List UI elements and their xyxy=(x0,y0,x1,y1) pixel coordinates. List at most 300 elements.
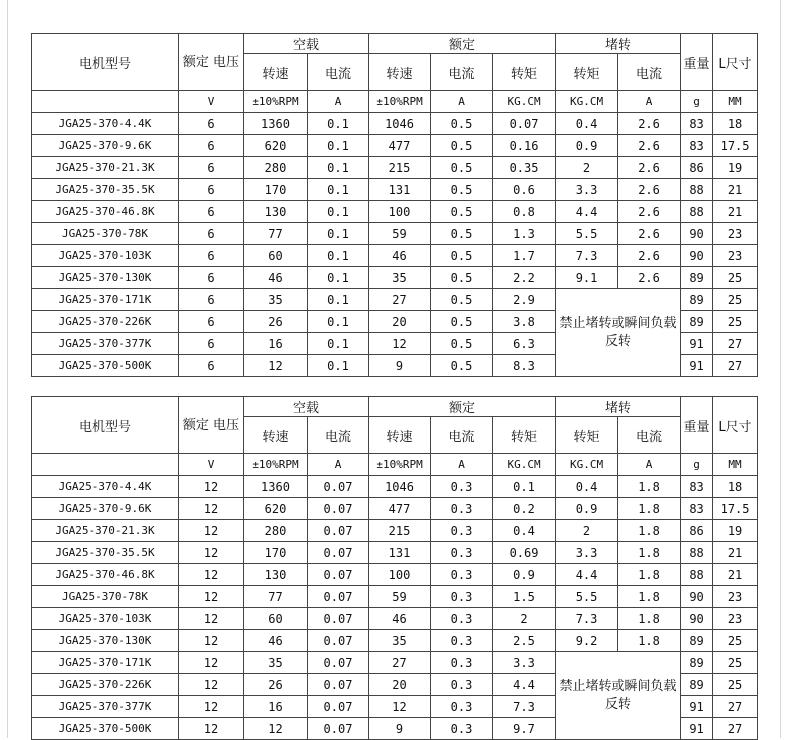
table-row xyxy=(32,520,758,542)
rated-torque-cell: 0.6 xyxy=(493,179,556,201)
rated-torque-cell: 2.2 xyxy=(493,267,556,289)
length-cell: 17.5 xyxy=(713,135,758,157)
no-load-current-cell: 0.1 xyxy=(308,245,369,267)
voltage-cell: 6 xyxy=(179,311,244,333)
rated-torque-cell: 2.5 xyxy=(493,630,556,652)
rated-speed-unit: ±10%RPM xyxy=(369,91,431,113)
length-cell: 18 xyxy=(713,476,758,498)
no-load-speed-cell: 60 xyxy=(244,245,308,267)
rated-speed-cell: 12 xyxy=(369,333,431,355)
stall-current-cell: 1.8 xyxy=(618,498,681,520)
rated-speed-cell: 1046 xyxy=(369,476,431,498)
model-header: 电机型号 xyxy=(32,397,179,454)
table-row xyxy=(32,113,758,135)
page-right-border xyxy=(780,0,781,738)
rated-current-header: 电流 xyxy=(431,417,493,454)
weight-unit: g xyxy=(681,454,713,476)
stall-current-cell: 1.8 xyxy=(618,608,681,630)
voltage-cell: 6 xyxy=(179,223,244,245)
rated-torque-unit: KG.CM xyxy=(493,91,556,113)
stall-torque-cell: 4.4 xyxy=(556,201,618,223)
rated-current-cell: 0.5 xyxy=(431,289,493,311)
no-load-current-cell: 0.1 xyxy=(308,355,369,377)
length-cell: 25 xyxy=(713,630,758,652)
voltage-cell: 6 xyxy=(179,201,244,223)
table-row xyxy=(32,630,758,652)
no-load-speed-cell: 12 xyxy=(244,718,308,740)
spec-table-12v xyxy=(31,396,758,740)
no-load-current-cell: 0.07 xyxy=(308,498,369,520)
table-row xyxy=(32,542,758,564)
no-load-speed-cell: 1360 xyxy=(244,476,308,498)
voltage-cell: 6 xyxy=(179,157,244,179)
no-load-speed-cell: 16 xyxy=(244,696,308,718)
rated-torque-cell: 0.35 xyxy=(493,157,556,179)
header-row-group xyxy=(32,34,758,54)
rated-current-cell: 0.5 xyxy=(431,113,493,135)
rated-current-header: 电流 xyxy=(431,54,493,91)
rated-torque-cell: 0.16 xyxy=(493,135,556,157)
no-load-speed-header: 转速 xyxy=(244,417,308,454)
length-cell: 27 xyxy=(713,718,758,740)
model-cell: JGA25-370-35.5K xyxy=(32,179,179,201)
no-load-speed-cell: 280 xyxy=(244,520,308,542)
stall-current-cell: 1.8 xyxy=(618,630,681,652)
model-cell: JGA25-370-500K xyxy=(32,355,179,377)
weight-header: 重量 xyxy=(681,397,713,454)
stall-current-unit: A xyxy=(618,91,681,113)
rated-torque-header: 转矩 xyxy=(493,417,556,454)
rated-torque-cell: 0.4 xyxy=(493,520,556,542)
rated-speed-cell: 46 xyxy=(369,608,431,630)
rated-current-cell: 0.3 xyxy=(431,498,493,520)
no-load-current-cell: 0.07 xyxy=(308,630,369,652)
rated-header: 额定 xyxy=(369,397,556,417)
page-left-border xyxy=(7,0,8,738)
weight-cell: 89 xyxy=(681,289,713,311)
rated-current-cell: 0.3 xyxy=(431,476,493,498)
rated-speed-cell: 1046 xyxy=(369,113,431,135)
length-cell: 19 xyxy=(713,157,758,179)
no-load-current-cell: 0.1 xyxy=(308,135,369,157)
weight-cell: 83 xyxy=(681,476,713,498)
no-load-current-cell: 0.1 xyxy=(308,267,369,289)
stall-current-cell: 2.6 xyxy=(618,113,681,135)
rated-current-cell: 0.5 xyxy=(431,245,493,267)
weight-cell: 91 xyxy=(681,718,713,740)
stall-header: 堵转 xyxy=(556,34,681,54)
table-row xyxy=(32,498,758,520)
stall-current-cell: 2.6 xyxy=(618,179,681,201)
rated-current-cell: 0.3 xyxy=(431,696,493,718)
rated-speed-cell: 9 xyxy=(369,718,431,740)
rated-current-cell: 0.3 xyxy=(431,674,493,696)
voltage-cell: 12 xyxy=(179,564,244,586)
rated-speed-cell: 9 xyxy=(369,355,431,377)
weight-cell: 86 xyxy=(681,157,713,179)
weight-cell: 86 xyxy=(681,520,713,542)
stall-current-cell: 1.8 xyxy=(618,586,681,608)
length-cell: 25 xyxy=(713,267,758,289)
stall-torque-cell: 4.4 xyxy=(556,564,618,586)
stall-current-header: 电流 xyxy=(618,54,681,91)
length-cell: 25 xyxy=(713,674,758,696)
rated-header: 额定 xyxy=(369,34,556,54)
rated-current-cell: 0.5 xyxy=(431,135,493,157)
stall-note: 禁止堵转或瞬间负载反转 xyxy=(556,652,681,740)
rated-speed-cell: 27 xyxy=(369,289,431,311)
weight-cell: 88 xyxy=(681,564,713,586)
no-load-current-unit: A xyxy=(308,91,369,113)
model-cell: JGA25-370-130K xyxy=(32,630,179,652)
rated-speed-cell: 477 xyxy=(369,498,431,520)
weight-cell: 88 xyxy=(681,179,713,201)
voltage-cell: 12 xyxy=(179,498,244,520)
voltage-cell: 12 xyxy=(179,586,244,608)
stall-current-cell: 2.6 xyxy=(618,245,681,267)
weight-cell: 91 xyxy=(681,355,713,377)
table-body xyxy=(32,397,758,740)
voltage-cell: 6 xyxy=(179,289,244,311)
header-row-group xyxy=(32,397,758,417)
rated-speed-cell: 46 xyxy=(369,245,431,267)
rated-current-cell: 0.5 xyxy=(431,311,493,333)
units-row xyxy=(32,454,758,476)
model-cell: JGA25-370-21.3K xyxy=(32,520,179,542)
no-load-speed-cell: 46 xyxy=(244,630,308,652)
rated-speed-cell: 35 xyxy=(369,630,431,652)
stall-torque-cell: 9.1 xyxy=(556,267,618,289)
rated-torque-cell: 1.3 xyxy=(493,223,556,245)
rated-speed-cell: 215 xyxy=(369,157,431,179)
voltage-unit: V xyxy=(179,91,244,113)
no-load-current-header: 电流 xyxy=(308,417,369,454)
no-load-current-cell: 0.07 xyxy=(308,652,369,674)
no-load-current-header: 电流 xyxy=(308,54,369,91)
table-row xyxy=(32,564,758,586)
rated-current-cell: 0.5 xyxy=(431,157,493,179)
no-load-speed-cell: 35 xyxy=(244,652,308,674)
length-cell: 17.5 xyxy=(713,498,758,520)
model-cell: JGA25-370-46.8K xyxy=(32,564,179,586)
weight-header: 重量 xyxy=(681,34,713,91)
stall-torque-cell: 2 xyxy=(556,520,618,542)
stall-current-cell: 2.6 xyxy=(618,157,681,179)
stall-current-cell: 1.8 xyxy=(618,564,681,586)
model-cell: JGA25-370-78K xyxy=(32,223,179,245)
voltage-cell: 6 xyxy=(179,113,244,135)
table-body xyxy=(32,34,758,377)
rated-torque-cell: 0.9 xyxy=(493,564,556,586)
length-cell: 19 xyxy=(713,520,758,542)
weight-cell: 91 xyxy=(681,696,713,718)
length-cell: 25 xyxy=(713,652,758,674)
rated-torque-cell: 3.3 xyxy=(493,652,556,674)
length-cell: 23 xyxy=(713,586,758,608)
voltage-cell: 12 xyxy=(179,542,244,564)
table-row xyxy=(32,652,758,674)
no-load-speed-cell: 620 xyxy=(244,498,308,520)
weight-cell: 89 xyxy=(681,267,713,289)
no-load-header: 空载 xyxy=(244,34,369,54)
rated-speed-cell: 100 xyxy=(369,201,431,223)
weight-cell: 89 xyxy=(681,652,713,674)
stall-torque-unit: KG.CM xyxy=(556,91,618,113)
voltage-unit: V xyxy=(179,454,244,476)
rated-current-cell: 0.5 xyxy=(431,355,493,377)
model-cell: JGA25-370-103K xyxy=(32,245,179,267)
stall-current-unit: A xyxy=(618,454,681,476)
length-cell: 23 xyxy=(713,223,758,245)
rated-speed-header: 转速 xyxy=(369,54,431,91)
model-cell: JGA25-370-171K xyxy=(32,652,179,674)
table-row xyxy=(32,201,758,223)
no-load-speed-cell: 280 xyxy=(244,157,308,179)
rated-voltage-header: 额定 电压 xyxy=(179,34,244,91)
no-load-current-cell: 0.07 xyxy=(308,608,369,630)
voltage-cell: 6 xyxy=(179,267,244,289)
weight-cell: 88 xyxy=(681,201,713,223)
stall-current-cell: 2.6 xyxy=(618,267,681,289)
no-load-current-cell: 0.07 xyxy=(308,564,369,586)
no-load-speed-unit: ±10%RPM xyxy=(244,454,308,476)
stall-torque-cell: 9.2 xyxy=(556,630,618,652)
length-cell: 27 xyxy=(713,696,758,718)
rated-speed-cell: 12 xyxy=(369,696,431,718)
stall-current-cell: 2.6 xyxy=(618,201,681,223)
spec-table-6v xyxy=(31,33,758,377)
rated-torque-cell: 0.8 xyxy=(493,201,556,223)
model-cell: JGA25-370-4.4K xyxy=(32,476,179,498)
weight-unit: g xyxy=(681,91,713,113)
model-cell: JGA25-370-21.3K xyxy=(32,157,179,179)
stall-current-cell: 1.8 xyxy=(618,542,681,564)
voltage-cell: 6 xyxy=(179,179,244,201)
no-load-speed-cell: 620 xyxy=(244,135,308,157)
rated-speed-cell: 59 xyxy=(369,223,431,245)
rated-torque-cell: 1.7 xyxy=(493,245,556,267)
rated-current-cell: 0.3 xyxy=(431,586,493,608)
stall-torque-cell: 0.9 xyxy=(556,135,618,157)
rated-torque-unit: KG.CM xyxy=(493,454,556,476)
stall-torque-cell: 0.4 xyxy=(556,113,618,135)
table-row xyxy=(32,157,758,179)
length-unit: MM xyxy=(713,91,758,113)
model-cell: JGA25-370-78K xyxy=(32,586,179,608)
stall-current-cell: 1.8 xyxy=(618,476,681,498)
length-cell: 23 xyxy=(713,608,758,630)
stall-current-cell: 2.6 xyxy=(618,223,681,245)
rated-speed-cell: 131 xyxy=(369,179,431,201)
stall-torque-cell: 5.5 xyxy=(556,223,618,245)
rated-current-cell: 0.3 xyxy=(431,542,493,564)
model-cell: JGA25-370-35.5K xyxy=(32,542,179,564)
rated-speed-cell: 477 xyxy=(369,135,431,157)
rated-torque-cell: 2.9 xyxy=(493,289,556,311)
no-load-current-cell: 0.07 xyxy=(308,520,369,542)
no-load-current-cell: 0.07 xyxy=(308,674,369,696)
model-cell: JGA25-370-171K xyxy=(32,289,179,311)
stall-torque-cell: 2 xyxy=(556,157,618,179)
rated-current-cell: 0.3 xyxy=(431,608,493,630)
voltage-cell: 6 xyxy=(179,135,244,157)
model-cell: JGA25-370-130K xyxy=(32,267,179,289)
rated-current-cell: 0.5 xyxy=(431,223,493,245)
no-load-speed-cell: 26 xyxy=(244,311,308,333)
voltage-cell: 12 xyxy=(179,630,244,652)
no-load-speed-cell: 170 xyxy=(244,179,308,201)
rated-torque-cell: 7.3 xyxy=(493,696,556,718)
model-cell: JGA25-370-500K xyxy=(32,718,179,740)
rated-current-cell: 0.3 xyxy=(431,564,493,586)
model-cell: JGA25-370-226K xyxy=(32,674,179,696)
rated-torque-cell: 0.2 xyxy=(493,498,556,520)
weight-cell: 90 xyxy=(681,245,713,267)
voltage-cell: 12 xyxy=(179,608,244,630)
weight-cell: 91 xyxy=(681,333,713,355)
no-load-current-cell: 0.1 xyxy=(308,179,369,201)
stall-torque-cell: 5.5 xyxy=(556,586,618,608)
rated-torque-cell: 4.4 xyxy=(493,674,556,696)
rated-torque-cell: 9.7 xyxy=(493,718,556,740)
model-unit-cell xyxy=(32,91,179,113)
table-row xyxy=(32,245,758,267)
model-cell: JGA25-370-103K xyxy=(32,608,179,630)
length-header: L尺寸 xyxy=(713,397,758,454)
table-row xyxy=(32,223,758,245)
rated-torque-cell: 0.69 xyxy=(493,542,556,564)
voltage-cell: 12 xyxy=(179,718,244,740)
weight-cell: 83 xyxy=(681,135,713,157)
table-row xyxy=(32,289,758,311)
stall-note: 禁止堵转或瞬间负载反转 xyxy=(556,289,681,377)
model-cell: JGA25-370-377K xyxy=(32,696,179,718)
no-load-speed-unit: ±10%RPM xyxy=(244,91,308,113)
weight-cell: 89 xyxy=(681,674,713,696)
length-unit: MM xyxy=(713,454,758,476)
length-cell: 23 xyxy=(713,245,758,267)
no-load-speed-cell: 60 xyxy=(244,608,308,630)
weight-cell: 89 xyxy=(681,311,713,333)
table-row xyxy=(32,608,758,630)
length-cell: 27 xyxy=(713,333,758,355)
rated-current-cell: 0.5 xyxy=(431,333,493,355)
no-load-current-cell: 0.07 xyxy=(308,718,369,740)
voltage-cell: 6 xyxy=(179,355,244,377)
no-load-current-cell: 0.1 xyxy=(308,223,369,245)
rated-torque-cell: 2 xyxy=(493,608,556,630)
no-load-speed-cell: 130 xyxy=(244,201,308,223)
no-load-speed-cell: 12 xyxy=(244,355,308,377)
model-cell: JGA25-370-4.4K xyxy=(32,113,179,135)
rated-torque-cell: 0.07 xyxy=(493,113,556,135)
no-load-current-cell: 0.1 xyxy=(308,113,369,135)
weight-cell: 90 xyxy=(681,608,713,630)
no-load-speed-cell: 77 xyxy=(244,586,308,608)
weight-cell: 90 xyxy=(681,223,713,245)
stall-torque-header: 转矩 xyxy=(556,54,618,91)
no-load-current-cell: 0.07 xyxy=(308,476,369,498)
rated-current-cell: 0.3 xyxy=(431,630,493,652)
model-cell: JGA25-370-9.6K xyxy=(32,135,179,157)
weight-cell: 88 xyxy=(681,542,713,564)
table-row xyxy=(32,267,758,289)
stall-torque-cell: 3.3 xyxy=(556,542,618,564)
stall-current-cell: 1.8 xyxy=(618,520,681,542)
stall-current-cell: 2.6 xyxy=(618,135,681,157)
no-load-current-cell: 0.1 xyxy=(308,311,369,333)
voltage-cell: 6 xyxy=(179,245,244,267)
rated-speed-unit: ±10%RPM xyxy=(369,454,431,476)
no-load-speed-cell: 16 xyxy=(244,333,308,355)
length-cell: 27 xyxy=(713,355,758,377)
voltage-cell: 12 xyxy=(179,476,244,498)
no-load-speed-cell: 26 xyxy=(244,674,308,696)
length-cell: 18 xyxy=(713,113,758,135)
no-load-speed-header: 转速 xyxy=(244,54,308,91)
stall-torque-header: 转矩 xyxy=(556,417,618,454)
no-load-current-cell: 0.1 xyxy=(308,289,369,311)
no-load-speed-cell: 77 xyxy=(244,223,308,245)
voltage-cell: 12 xyxy=(179,674,244,696)
no-load-current-cell: 0.1 xyxy=(308,201,369,223)
length-cell: 21 xyxy=(713,542,758,564)
table-row xyxy=(32,586,758,608)
rated-current-unit: A xyxy=(431,454,493,476)
rated-current-cell: 0.5 xyxy=(431,179,493,201)
model-cell: JGA25-370-9.6K xyxy=(32,498,179,520)
rated-current-cell: 0.3 xyxy=(431,718,493,740)
rated-speed-cell: 100 xyxy=(369,564,431,586)
stall-torque-cell: 3.3 xyxy=(556,179,618,201)
model-cell: JGA25-370-226K xyxy=(32,311,179,333)
no-load-speed-cell: 170 xyxy=(244,542,308,564)
length-cell: 25 xyxy=(713,311,758,333)
stall-torque-cell: 0.9 xyxy=(556,498,618,520)
rated-current-unit: A xyxy=(431,91,493,113)
rated-torque-header: 转矩 xyxy=(493,54,556,91)
no-load-current-cell: 0.1 xyxy=(308,157,369,179)
table-row xyxy=(32,476,758,498)
rated-speed-cell: 131 xyxy=(369,542,431,564)
rated-current-cell: 0.3 xyxy=(431,520,493,542)
rated-current-cell: 0.3 xyxy=(431,652,493,674)
stall-torque-cell: 7.3 xyxy=(556,245,618,267)
no-load-current-cell: 0.07 xyxy=(308,586,369,608)
rated-voltage-header: 额定 电压 xyxy=(179,397,244,454)
stall-torque-cell: 0.4 xyxy=(556,476,618,498)
rated-speed-cell: 20 xyxy=(369,674,431,696)
weight-cell: 83 xyxy=(681,113,713,135)
rated-torque-cell: 0.1 xyxy=(493,476,556,498)
length-cell: 25 xyxy=(713,289,758,311)
table-row xyxy=(32,135,758,157)
length-cell: 21 xyxy=(713,201,758,223)
rated-current-cell: 0.5 xyxy=(431,267,493,289)
no-load-current-cell: 0.07 xyxy=(308,696,369,718)
stall-torque-unit: KG.CM xyxy=(556,454,618,476)
length-cell: 21 xyxy=(713,564,758,586)
rated-torque-cell: 1.5 xyxy=(493,586,556,608)
weight-cell: 83 xyxy=(681,498,713,520)
rated-speed-cell: 27 xyxy=(369,652,431,674)
no-load-speed-cell: 35 xyxy=(244,289,308,311)
no-load-speed-cell: 1360 xyxy=(244,113,308,135)
stall-header: 堵转 xyxy=(556,397,681,417)
rated-speed-cell: 215 xyxy=(369,520,431,542)
rated-torque-cell: 6.3 xyxy=(493,333,556,355)
rated-speed-cell: 20 xyxy=(369,311,431,333)
